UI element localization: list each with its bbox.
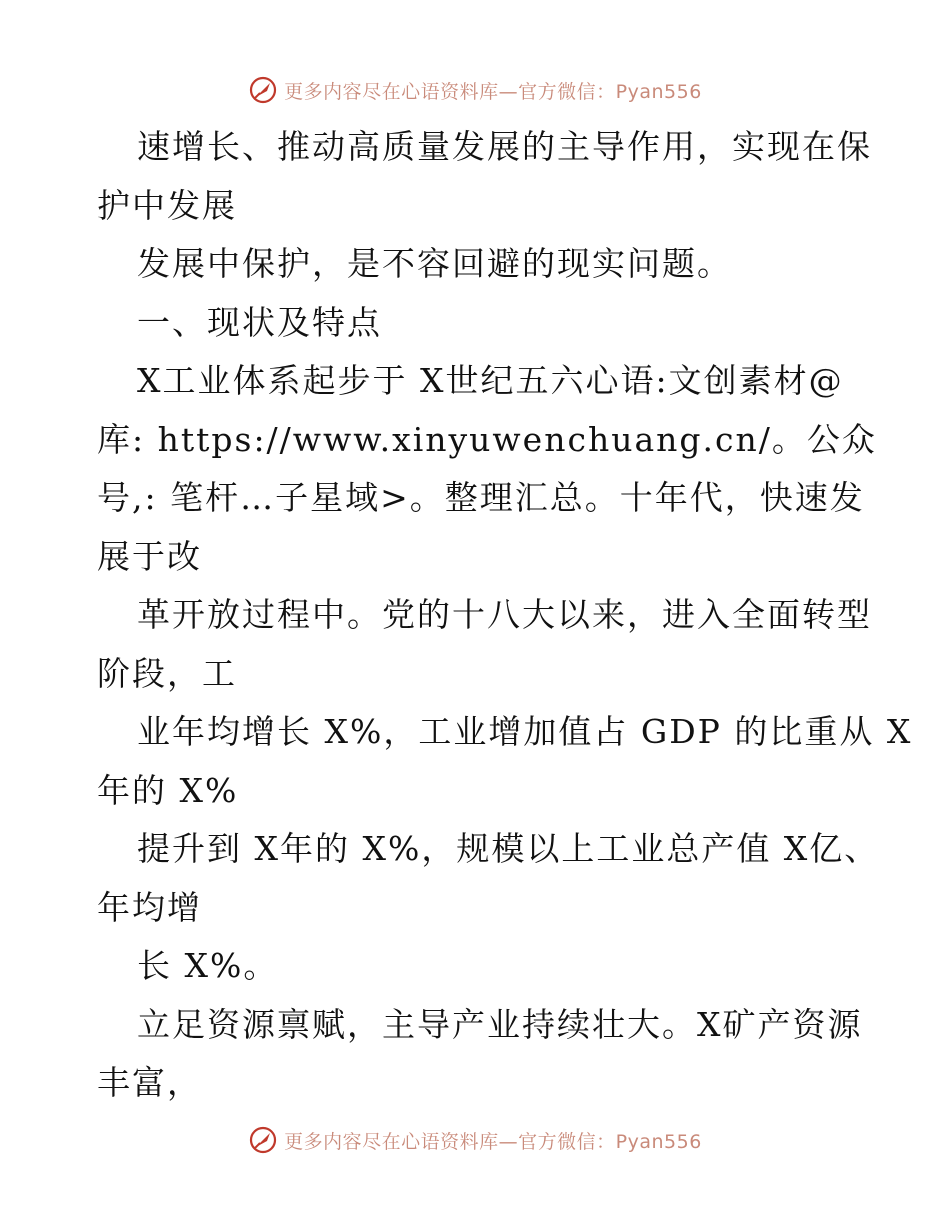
- text-line: 革开放过程中。党的十八大以来，进入全面转型: [137, 595, 872, 634]
- text-line: 丰富，: [97, 1063, 202, 1102]
- footer-banner: [0, 1120, 950, 1160]
- header-banner-text: 更多内容尽在心语资料库—官方微信：Pyan556: [284, 80, 702, 103]
- text-line: 提升到 X年的 X%，规模以上工业总产值 X亿、: [137, 829, 880, 868]
- text-line: 发展中保护，是不容回避的现实问题。: [137, 244, 732, 283]
- quill-circle-icon: [248, 1125, 278, 1155]
- document-body: [97, 118, 913, 1113]
- text-line: X工业体系起步于 X世纪五六心语:文创素材@: [137, 361, 844, 400]
- header-banner: [0, 70, 950, 110]
- text-line: 号,: 笔杆…子星域>。整理汇总。十年代，快速发: [97, 478, 865, 517]
- text-line: 长 X%。: [137, 946, 279, 985]
- text-line: 业年均增长 X%，工业增加值占 GDP 的比重从 X: [137, 712, 913, 751]
- text-line: 库: https://www.xinyuwenchuang.cn/。公众: [97, 419, 877, 459]
- text-line: 护中发展: [97, 185, 237, 225]
- text-line: 阶段，工: [97, 653, 237, 693]
- text-line: 速增长、推动高质量发展的主导作用，实现在保: [137, 127, 872, 166]
- text-line: 展于改: [97, 536, 202, 576]
- text-line: 年均增: [97, 887, 202, 927]
- footer-banner-text: 更多内容尽在心语资料库—官方微信：Pyan556: [284, 1130, 702, 1153]
- text-line: 立足资源禀赋，主导产业持续壮大。X矿产资源: [137, 1004, 863, 1044]
- quill-circle-icon: [248, 75, 278, 105]
- section-heading: 一、现状及特点: [137, 302, 382, 342]
- text-line: 年的 X%: [97, 770, 239, 810]
